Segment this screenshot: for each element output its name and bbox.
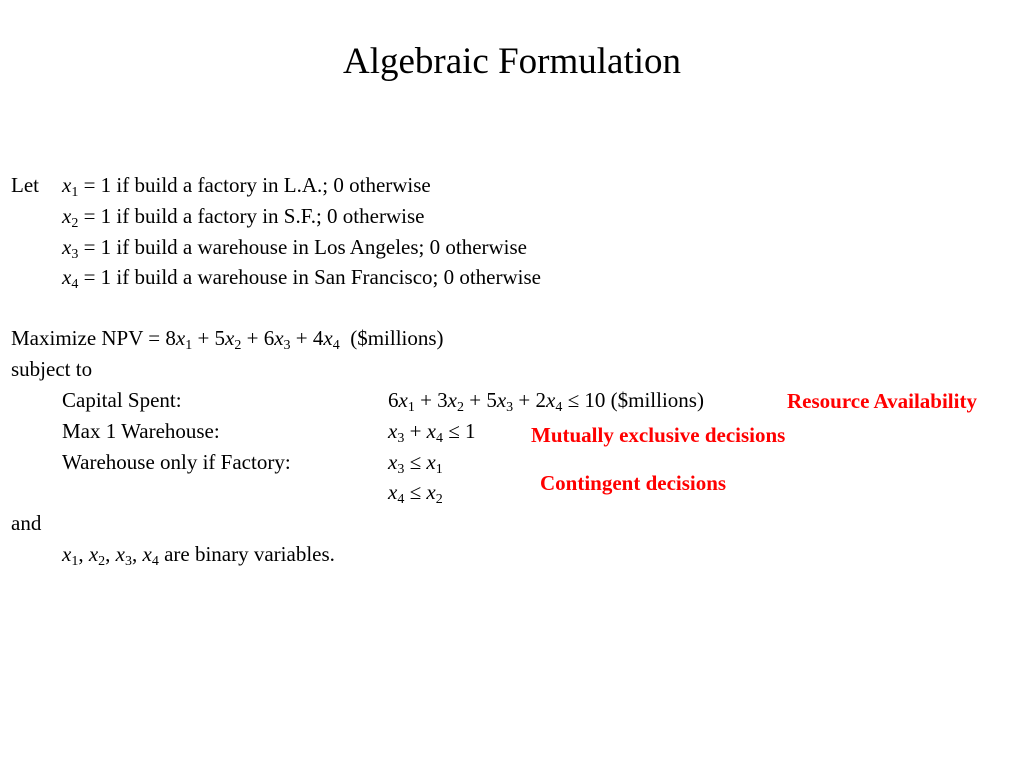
definition-x2: $x_2 = 1$ if build a factory in S.F.; 0 otherwise [62, 204, 425, 231]
slide-title: Algebraic Formulation [342, 41, 682, 82]
constraint-contingent-label: Warehouse only if Factory: [62, 450, 291, 474]
objective-function: Maximize NPV = $8x_1 + 5x_2 + 6x_3 + 4x_4$ ($millions) [11, 326, 444, 353]
constraint-warehouse-expression: $x_3 + x_4 \le 1$ [388, 419, 476, 446]
annotation-mutually-exclusive: Mutually exclusive decisions [531, 423, 786, 447]
and-label: and [11, 511, 42, 535]
definition-x1: $x_1 = 1$ if build a factory in L.A.; 0 otherwise [62, 173, 431, 200]
constraint-contingent-expression-1: $x_3 \le x_1$ [388, 450, 443, 477]
constraint-capital-label: Capital Spent: [62, 388, 182, 412]
constraint-warehouse-label: Max 1 Warehouse: [62, 419, 220, 443]
definition-x3: $x_3 = 1$ if build a warehouse in Los Angeles; 0 otherwise [62, 235, 527, 262]
constraint-contingent-expression-2: $x_4 \le x_2$ [388, 480, 443, 507]
annotation-contingent-decisions: Contingent decisions [540, 471, 727, 495]
let-label: Let [11, 173, 39, 197]
binary-statement: $x_1$, $x_2$, $x_3$, $x_4$ are binary variables. [62, 542, 335, 569]
constraint-capital-expression: $6x_1 + 3x_2 + 5x_3 + 2x_4 \le 10$ ($millions) [388, 388, 704, 415]
subject-to-label: subject to [11, 357, 93, 381]
definition-x4: $x_4 = 1$ if build a warehouse in San Francisco; 0 otherwise [62, 265, 541, 292]
annotation-resource-availability: Resource Availability [787, 389, 977, 413]
